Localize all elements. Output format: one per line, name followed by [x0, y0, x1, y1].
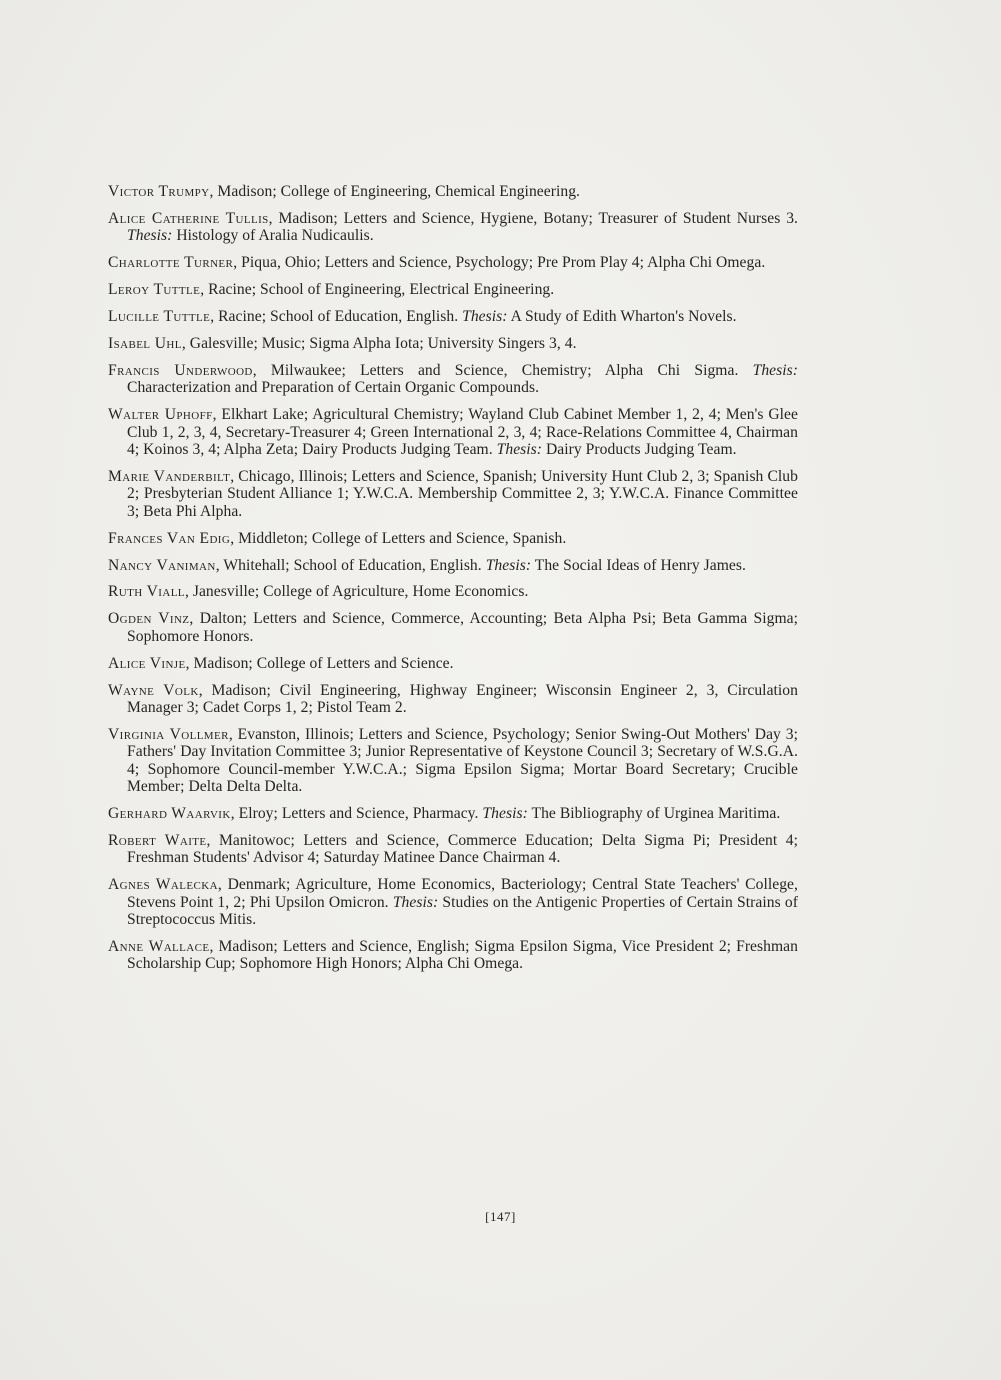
entry [108, 281, 798, 298]
entry [108, 468, 798, 520]
entry-list [108, 183, 798, 982]
entry-details: , Manitowoc; Letters and Science, Commerce Education; Delta Sigma Pi; President 4; Freshman Students' Advisor 4; Saturday Matinee Dance Chairman 4. [127, 831, 798, 867]
entry [108, 210, 798, 245]
entry-details: , Denmark; Agriculture, Home Economics, Bacteriology; Central State Teachers' College, Stevens Point 1, 2; Phi Upsilon Omicron. [127, 876, 798, 911]
entry-name: Francis Underwood [108, 361, 253, 379]
entry-details: , Madison; College of Letters and Science. [185, 654, 454, 672]
entry [108, 682, 798, 717]
entry [108, 655, 798, 672]
entry-name: Walter Uphoff [108, 406, 213, 424]
entry-name: Nancy Vaniman [108, 556, 216, 574]
entry-name: Alice Vinje [108, 654, 186, 672]
entry-details: , Elkhart Lake; Agricultural Chemistry; Wayland Club Cabinet Member 1, 2, 4; Men's Glee Club 1, 2, 3, 4, Secretary-Treasurer 4; Green International 2, 3, 4; Race-Relations Committee 4, Chairman 4; Koinos 3, 4; Alpha Zeta; Dairy Products Judging Team. [127, 406, 798, 458]
entry [108, 726, 798, 796]
thesis-title: The Bibliography of Urginea Maritima. [527, 804, 781, 822]
entry [108, 805, 798, 822]
entry-name: Robert Waite [108, 831, 207, 849]
thesis-label: Thesis: [392, 893, 439, 911]
entry-name: Alice Catherine Tullis [108, 209, 269, 227]
entry-name: Virginia Vollmer [108, 725, 229, 743]
entry-name: Frances Van Edig [108, 529, 231, 547]
thesis-label: Thesis: [482, 804, 528, 822]
thesis-title: Studies on the Antigenic Properties of Certain Strains of Streptococcus Mitis. [127, 893, 798, 928]
entry-details: , Chicago, Illinois; Letters and Science, Spanish; University Hunt Club 2, 3; Spanish Club 2; Presbyterian Student Alliance 1; Y.W.C.A. Membership Committee 2, 3; Y.W.C.A. Finance Committee 3; Beta Phi Alpha. [127, 467, 798, 520]
thesis-title: Histology of Aralia Nudicaulis. [172, 227, 374, 245]
entry-details: , Milwaukee; Letters and Science, Chemistry; Alpha Chi Sigma. [252, 361, 753, 379]
entry-details: , Whitehall; School of Education, English. [215, 556, 486, 574]
entry-name: Lucille Tuttle [108, 308, 211, 326]
entry-details: , Madison; College of Engineering, Chemical Engineering. [209, 183, 580, 200]
entry-details: , Dalton; Letters and Science, Commerce, Accounting; Beta Alpha Psi; Beta Gamma Sigma; Sophomore Honors. [127, 610, 798, 645]
entry-name: Leroy Tuttle [108, 281, 201, 299]
entry-details: , Racine; School of Engineering, Electrical Engineering. [200, 281, 555, 299]
entry [108, 308, 798, 325]
entry-details: , Evanston, Illinois; Letters and Science, Psychology; Senior Swing-Out Mothers' Day 3; Fathers' Day Invitation Committee 3; Junior Representative of Keystone Council 3; Secretary of W.S.G.A. 4; Sophomore Council-member Y.W.C.A.; Sigma Epsilon Sigma; Mortar Board Secretary; Crucible Member; Delta Delta Delta. [127, 725, 799, 796]
thesis-title: The Social Ideas of Henry James. [531, 556, 746, 574]
entry-details: , Galesville; Music; Sigma Alpha Iota; University Singers 3, 4. [181, 334, 577, 352]
thesis-title: A Study of Edith Wharton's Novels. [507, 308, 737, 326]
entry [108, 530, 798, 547]
entry-details: , Elroy; Letters and Science, Pharmacy. [230, 804, 483, 822]
entry-name: Charlotte Turner [108, 254, 234, 272]
entry [108, 362, 798, 397]
entry-details: , Madison; Civil Engineering, Highway Engineer; Wisconsin Engineer 2, 3, Circulation Manager 3; Cadet Corps 1, 2; Pistol Team 2. [127, 681, 798, 716]
page-number: [147] [485, 1209, 516, 1224]
entry-details: , Madison; Letters and Science, Hygiene, Botany; Treasurer of Student Nurses 3. [268, 209, 799, 227]
entry [108, 335, 798, 352]
entry [108, 254, 798, 271]
thesis-label: Thesis: [485, 556, 532, 574]
entry-name: Isabel Uhl [108, 334, 182, 352]
entry [108, 610, 798, 645]
entry-details: , Janesville; College of Agriculture, Home Economics. [184, 583, 529, 601]
entry-name: Ogden Vinz [108, 610, 190, 628]
thesis-label: Thesis: [462, 308, 508, 326]
entry [108, 938, 798, 973]
entry-name: Victor Trumpy [108, 183, 210, 200]
entry-name: Agnes Walecka [108, 876, 218, 894]
entry [108, 832, 798, 867]
thesis-label: Thesis: [752, 361, 799, 379]
thesis-label: Thesis: [127, 227, 173, 245]
entry-name: Ruth Viall [108, 583, 185, 601]
entry [108, 557, 798, 574]
thesis-label: Thesis: [496, 440, 543, 458]
entry-details: , Racine; School of Education, English. [210, 308, 463, 326]
entry-details: , Piqua, Ohio; Letters and Science, Psychology; Pre Prom Play 4; Alpha Chi Omega. [233, 254, 766, 272]
entry-name: Marie Vanderbilt [108, 467, 231, 485]
entry-name: Wayne Volk [108, 681, 199, 699]
entry-details: , Middleton; College of Letters and Science, Spanish. [230, 529, 567, 547]
entry [108, 183, 798, 200]
entry [108, 406, 798, 458]
entry-name: Anne Wallace [108, 937, 210, 955]
entry-details: , Madison; Letters and Science, English; Sigma Epsilon Sigma, Vice President 2; Freshman Scholarship Cup; Sophomore High Honors; Alpha Chi Omega. [127, 937, 798, 973]
entry-name: Gerhard Waarvik [108, 804, 231, 822]
thesis-title: Characterization and Preparation of Certain Organic Compounds. [127, 379, 540, 397]
entry [108, 583, 798, 600]
entry [108, 876, 798, 928]
thesis-title: Dairy Products Judging Team. [542, 440, 737, 458]
